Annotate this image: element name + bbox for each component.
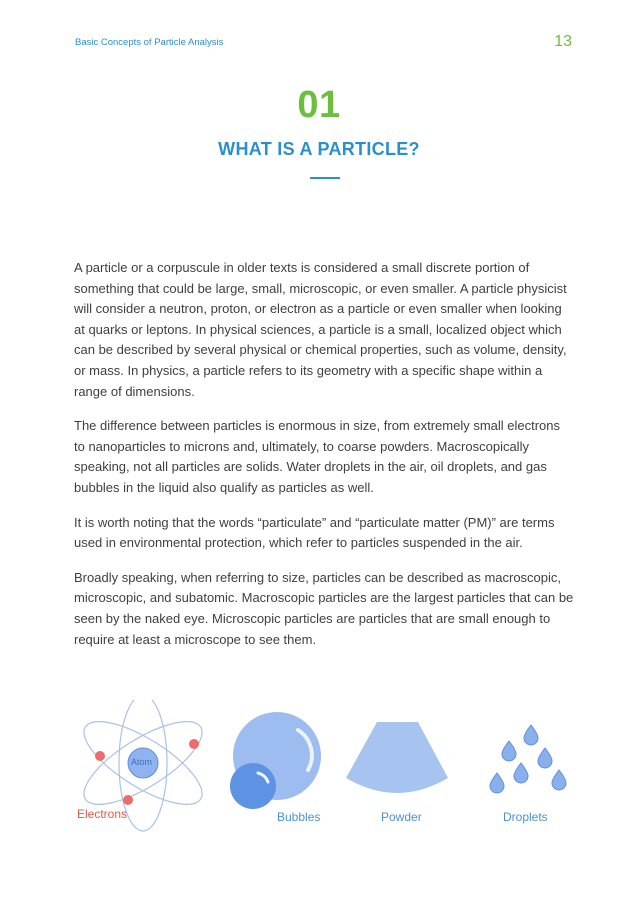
atom-label: Atom xyxy=(131,757,153,767)
particle-illustrations xyxy=(0,700,638,840)
paragraph-size-difference: The difference between particles is enormous in size, from extremely small electrons to nanoparticles to microns and, ultimately, to coarse powders. Macroscopically speaking, not all particles are solids. Water droplets in the air, oil droplets, and gas bubbles in the liquid also qualify as particles as well. xyxy=(74,418,561,495)
body-text xyxy=(74,258,574,664)
bubbles-label: Bubbles xyxy=(277,810,321,824)
page-number: 13 xyxy=(554,33,572,50)
powder-label: Powder xyxy=(381,810,422,824)
paragraph-definition: A particle or a corpuscule in older texts is considered a small discrete portion of something that could be large, small, microscopic, or even smaller. A particle physicist will consider a neutron, proton, or electron as a particle or even smaller when looking at quarks or leptons. In physical sciences, a particle is a small, localized object which can be described by several physical or chemical properties, such as volume, density, or mass. In physics, a particle refers to its geometry with a specific shape within a range of dimensions. xyxy=(74,260,567,399)
electron-dot xyxy=(123,795,133,805)
electrons-label: Electrons xyxy=(77,807,128,821)
chapter-title: WHAT IS A PARTICLE? xyxy=(218,139,420,159)
title-divider xyxy=(310,177,340,179)
electron-dot xyxy=(95,751,105,761)
chapter-number: 01 xyxy=(297,84,341,126)
paragraph-size-categories: Broadly speaking, when referring to size, particles can be described as macroscopic, microscopic, and subatomic. Macroscopic particles are the largest particles that can be seen by the naked eye. Microscopic particles are particles that are small enough to require at least a microscope to see them. xyxy=(74,569,574,647)
paragraph-particulate-matter: It is worth noting that the words “particulate” and “particulate matter (PM)” are terms used in environmental protection, which refer to particles suspended in the air. xyxy=(74,514,555,551)
bubbles-illustration xyxy=(230,712,321,809)
powder-illustration xyxy=(346,722,448,793)
running-title: Basic Concepts of Particle Analysis xyxy=(75,37,224,48)
droplets-illustration xyxy=(490,725,566,793)
electron-dot xyxy=(189,739,199,749)
droplets-label: Droplets xyxy=(503,810,548,824)
